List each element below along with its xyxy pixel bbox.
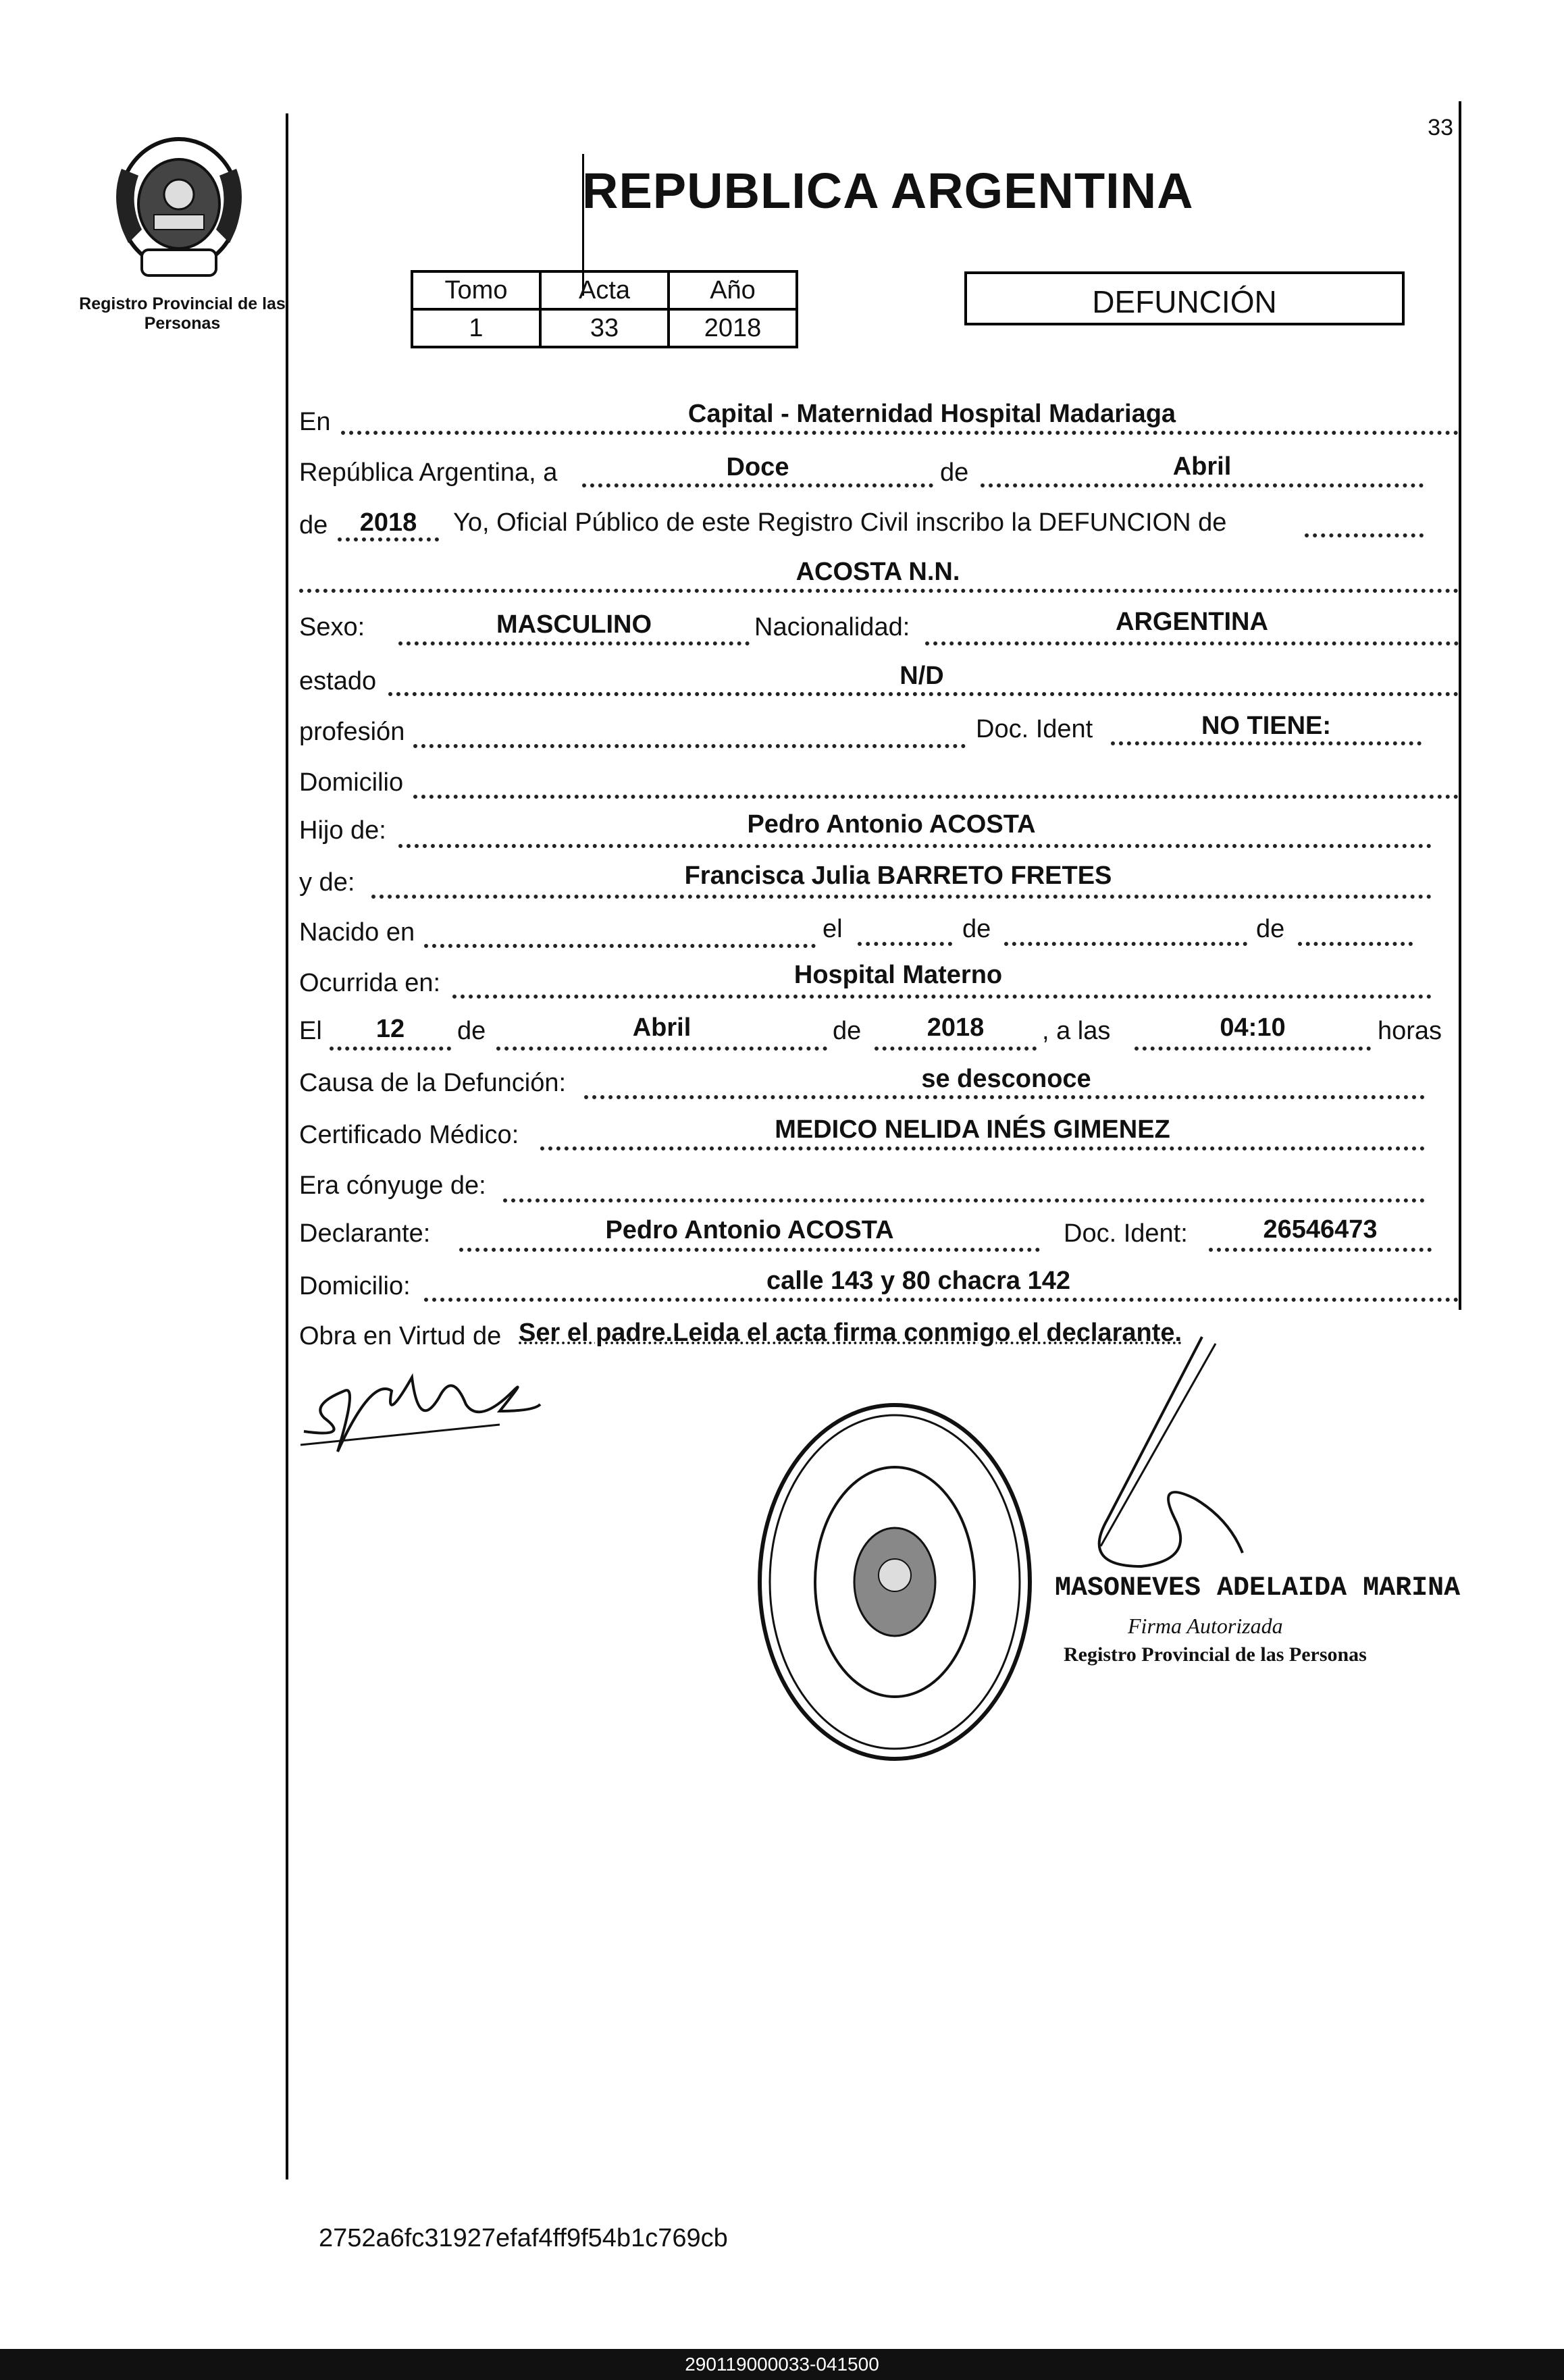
line-sexo [398, 641, 750, 645]
value-anio: 2018 [359, 508, 417, 537]
line-hijo-de [398, 844, 1432, 848]
line-nombre [299, 589, 1459, 593]
record-value-anio: 2018 [669, 309, 797, 347]
label-de-3: de [1256, 915, 1285, 943]
line-anio [338, 537, 439, 541]
label-estado: estado [299, 667, 377, 695]
line-dia [582, 483, 933, 487]
value-obra: Ser el padre.Leida el acta firma conmigo el declarante. [519, 1319, 1182, 1347]
label-de-year: de [299, 511, 328, 539]
province-crest-logo [101, 128, 257, 284]
line-nacionalidad [925, 641, 1459, 645]
label-de-1: de [940, 458, 969, 487]
line-profesion [413, 744, 966, 748]
line-declarante [459, 1248, 1040, 1252]
left-margin-line [286, 113, 288, 2179]
value-dia-letras: Doce [726, 453, 789, 481]
line-mes [981, 483, 1424, 487]
official-name: MASONEVES ADELAIDA MARINA [1055, 1573, 1461, 1604]
record-value-acta: 33 [540, 309, 669, 347]
label-en: En [299, 408, 331, 436]
line-anio-2 [875, 1047, 1037, 1051]
record-table-value-row [412, 309, 797, 347]
label-certificado: Certificado Médico: [299, 1121, 519, 1149]
record-value-tomo: 1 [412, 309, 540, 347]
label-conyuge: Era cónyuge de: [299, 1171, 486, 1200]
page-number: 33 [1428, 115, 1453, 140]
value-nacionalidad: ARGENTINA [1116, 608, 1268, 636]
line-after-oficial [1305, 533, 1424, 537]
value-nombre: ACOSTA N.N. [796, 558, 960, 586]
value-domicilio: calle 143 y 80 chacra 142 [766, 1267, 1071, 1295]
page-title: REPUBLICA ARGENTINA [582, 163, 1194, 219]
line-mes-2 [496, 1047, 827, 1051]
record-header-tomo: Tomo [412, 271, 540, 309]
label-sexo: Sexo: [299, 613, 365, 641]
line-nacido-en [424, 944, 816, 948]
document-hash: 2752a6fc31927efaf4ff9f54b1c769cb [319, 2224, 728, 2252]
label-de-4: de [457, 1017, 486, 1045]
label-doc-ident-2: Doc. Ident: [1064, 1219, 1188, 1248]
line-de-3 [1298, 942, 1413, 946]
value-estado: N/D [900, 662, 944, 690]
line-domicilio-2 [424, 1298, 1459, 1302]
value-sexo: MASCULINO [496, 610, 652, 639]
label-obra: Obra en Virtud de [299, 1322, 502, 1350]
line-hora [1135, 1047, 1371, 1051]
label-oficial-text: Yo, Oficial Público de este Registro Civil inscribo la DEFUNCION de [453, 508, 1227, 537]
line-conyuge [503, 1198, 1425, 1202]
label-de-2: de [962, 915, 991, 943]
line-certificado [540, 1146, 1425, 1151]
label-horas: horas [1378, 1017, 1442, 1045]
value-padre: Pedro Antonio ACOSTA [747, 810, 1036, 839]
declarant-signature [297, 1350, 547, 1465]
label-a-las: , a las [1042, 1017, 1111, 1045]
registry-label: Registro Provincial de las Personas [79, 294, 286, 333]
label-y-de: y de: [299, 868, 355, 897]
value-ocurrida: Hospital Materno [793, 961, 1003, 989]
value-hora: 04:10 [1220, 1013, 1286, 1042]
label-ocurrida-en: Ocurrida en: [299, 969, 441, 997]
official-seal [750, 1396, 1040, 1768]
official-office: Registro Provincial de las Personas [1064, 1643, 1367, 1666]
line-ocurrida [452, 995, 1432, 999]
document-type-box: DEFUNCIÓN [964, 271, 1405, 325]
line-declarante-doc [1209, 1248, 1432, 1252]
record-table [411, 270, 798, 348]
official-role: Firma Autorizada [1128, 1614, 1283, 1638]
value-mes: Abril [1172, 452, 1232, 481]
value-declarante: Pedro Antonio ACOSTA [605, 1216, 894, 1244]
line-y-de [371, 895, 1432, 899]
label-doc-ident: Doc. Ident [976, 715, 1093, 743]
barcode-footer-bar: 290119000033-041500 [0, 2349, 1564, 2380]
line-estado [388, 692, 1459, 696]
label-nacionalidad: Nacionalidad: [754, 613, 910, 641]
record-table-header-row [412, 271, 797, 309]
value-doc-ident: NO TIENE: [1201, 712, 1332, 740]
record-header-anio: Año [669, 271, 797, 309]
value-causa: se desconoce [921, 1065, 1091, 1093]
label-el: el [823, 915, 843, 943]
line-en [341, 431, 1459, 435]
label-domicilio-2: Domicilio: [299, 1272, 411, 1300]
line-dia-num [330, 1047, 451, 1051]
line-causa [584, 1095, 1425, 1099]
label-hijo-de: Hijo de: [299, 816, 386, 845]
label-nacido-en: Nacido en [299, 918, 415, 947]
value-lugar: Capital - Maternidad Hospital Madariaga [687, 400, 1176, 428]
value-anio-2: 2018 [927, 1013, 985, 1042]
line-de-2 [1004, 942, 1247, 946]
value-mes-2: Abril [632, 1013, 692, 1042]
label-causa: Causa de la Defunción: [299, 1069, 567, 1097]
label-el-cap: El [299, 1017, 322, 1045]
line-domicilio [413, 795, 1459, 799]
line-el [858, 942, 952, 946]
label-republica: República Argentina, a [299, 458, 558, 487]
label-profesion: profesión [299, 718, 405, 746]
value-dia: 12 [375, 1015, 405, 1043]
value-certificado: MEDICO NELIDA INÉS GIMENEZ [775, 1115, 1170, 1144]
line-doc-ident [1111, 741, 1422, 745]
label-de-5: de [833, 1017, 862, 1045]
record-header-acta: Acta [540, 271, 669, 309]
value-madre: Francisca Julia BARRETO FRETES [684, 862, 1112, 890]
label-domicilio: Domicilio [299, 768, 404, 797]
label-declarante: Declarante: [299, 1219, 431, 1248]
right-margin-line [1459, 101, 1461, 1310]
value-declarante-doc: 26546473 [1263, 1215, 1378, 1244]
